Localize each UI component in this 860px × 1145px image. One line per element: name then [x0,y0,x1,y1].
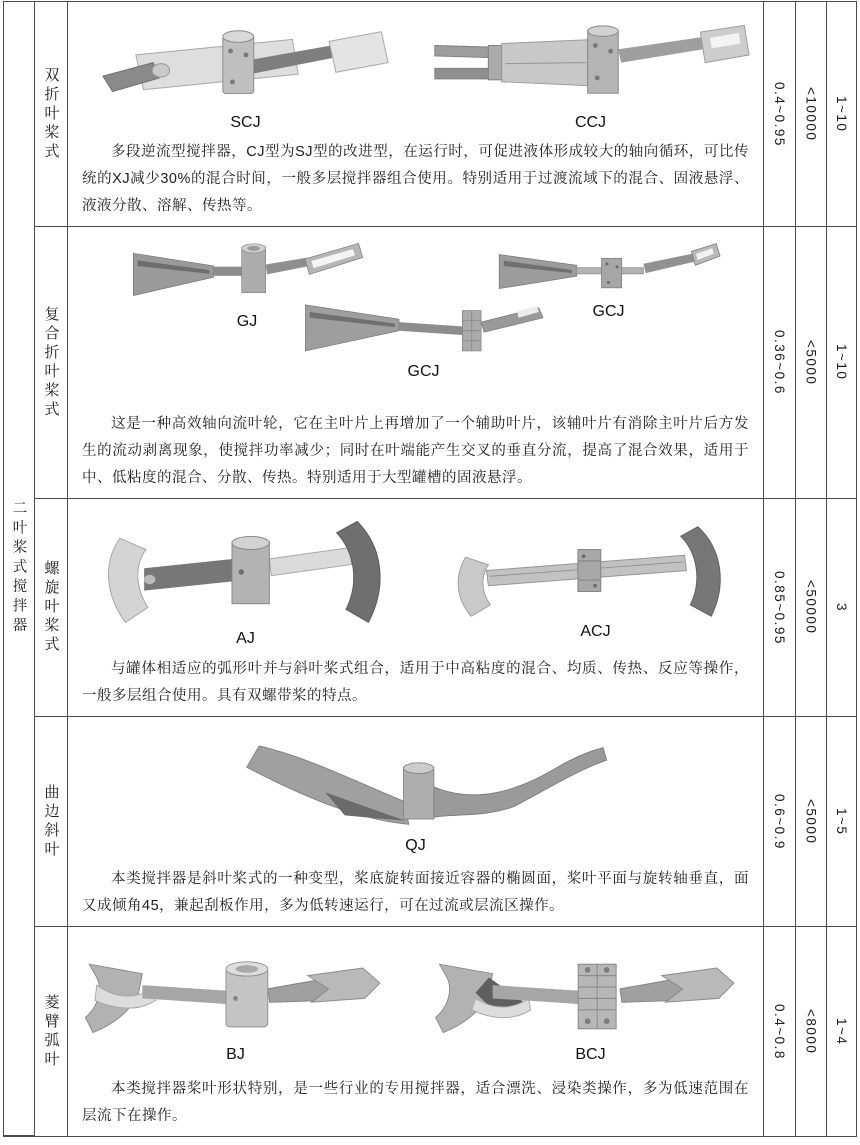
content-cell-row4 [68,717,764,927]
impeller-gcj-bottom-image [256,289,591,361]
value-cell [764,227,796,499]
impeller-scj-image [101,20,391,112]
value-label: <5000 [803,339,819,386]
impeller-bj-image [83,949,388,1044]
value-label: 0.85~0.95 [772,570,787,645]
value-cell [764,717,796,927]
description-row1: 多段逆流型搅拌器，CJ型为SJ型的改进型，在运行时，可促进液体形成较大的轴向循环，可比传统的XJ减少30%的混合时间，一般多层搅拌器组合使用。特别适用于过渡流域下的混合、固液悬浮、液液分散、溶解、传热等。 [82,144,749,214]
figures-row1 [68,2,763,139]
value-cell [796,227,827,499]
type-cell-row5 [35,927,68,1136]
value-cell [764,499,796,717]
type-cell-row3 [35,499,68,717]
impeller-figure [431,20,751,133]
value-label: 1~10 [834,344,849,381]
value-cell [827,227,856,499]
type-label-row2: 复合折叶桨式 [42,305,60,420]
value-label: 0.4~0.8 [772,1003,787,1060]
value-label: <50000 [803,580,819,635]
category-label: 二叶桨式搅拌器 [10,500,27,637]
value-cell [764,927,796,1136]
impeller-caption: CCJ [574,114,607,131]
impeller-caption: BCJ [575,1045,606,1063]
impeller-ccj-image [431,20,751,112]
type-cell-row1 [35,2,68,227]
type-cell-row2 [35,227,68,499]
type-label-row3: 螺旋叶桨式 [42,560,60,655]
type-label-row4: 曲边斜叶 [42,783,60,860]
value-cell [827,499,856,717]
impeller-figure [433,949,748,1065]
content-cell-row1 [68,2,764,227]
impeller-spec-table [3,1,857,1137]
impeller-caption: BJ [226,1045,245,1063]
description-row2: 这是一种高效轴向流叶轮，它在主叶片上再增加了一个辅助叶片，该辅叶片有消除主叶片后方发生的流动剥离现象，使搅拌功率减少；同时在叶端能产生交叉的垂直分流，提高了混合效果，适用于中、低粘度的混合、分散、传热。特别适用于大型罐槽的固液悬浮。 [82,416,749,486]
impeller-caption: GJ [236,313,258,330]
value-label: 0.4~0.95 [772,81,787,147]
impeller-caption: AJ [236,630,255,647]
value-cell [796,717,827,927]
impeller-caption: SCJ [230,114,261,131]
value-cell [827,2,856,227]
content-cell-row3 [68,499,764,717]
value-label: <8000 [803,1008,819,1055]
value-cell [827,927,856,1136]
value-label: <10000 [803,86,819,142]
impeller-figure [196,737,636,856]
value-label: <5000 [803,798,819,845]
impeller-caption: GCJ [592,303,625,320]
impeller-bcj-image [433,949,748,1044]
figures-row4 [68,717,763,866]
impeller-caption: GCJ [407,363,440,380]
impeller-qj-image [196,737,636,835]
figures-row3 [68,499,763,656]
value-label: 0.6~0.9 [772,793,787,850]
type-label-row1: 双折叶桨式 [42,66,60,162]
figures-row2 [68,227,763,411]
impeller-figure [446,521,746,642]
type-label-row5: 菱臂弧叶 [42,993,60,1070]
value-label: 1~5 [834,807,849,836]
impeller-acj-image [446,521,746,621]
impeller-figure [256,289,591,382]
impeller-figure [83,949,388,1065]
description-row3: 与罐体相适应的弧形叶并与斜叶桨式组合，适用于中高粘度的混合、均质、传热、反应等操作，一般多层组合使用。具有双螺带桨的特点。 [82,661,749,704]
impeller-figure [86,514,406,649]
value-label: 1~10 [834,95,849,133]
category-cell [4,2,35,1136]
impeller-aj-image [86,514,406,628]
description-row5: 本类搅拌器桨叶形状特别，是一些行业的专用搅拌器，适合漂洗、浸染类操作，多为低速范围在层流下在操作。 [82,1081,749,1124]
description-row4: 本类搅拌器是斜叶桨式的一种变型，桨底旋转面接近容器的椭圆面，桨叶平面与旋转轴垂直，面又成倾角45，兼起刮板作用，多为低转速运行，可在过流或层流区操作。 [82,871,749,914]
impeller-caption: ACJ [580,623,611,640]
value-label: 0.36~0.6 [772,330,787,395]
value-cell [796,927,827,1136]
impeller-caption: QJ [405,837,426,854]
value-label: 3 [834,602,849,612]
content-cell-row5 [68,927,764,1136]
impeller-figure [101,20,391,133]
value-cell [827,717,856,927]
figures-row5 [68,927,763,1076]
value-label: 1~4 [834,1017,849,1046]
value-cell [796,2,827,227]
value-cell [764,2,796,227]
type-cell-row4 [35,717,68,927]
value-cell [796,499,827,717]
content-cell-row2 [68,227,764,499]
